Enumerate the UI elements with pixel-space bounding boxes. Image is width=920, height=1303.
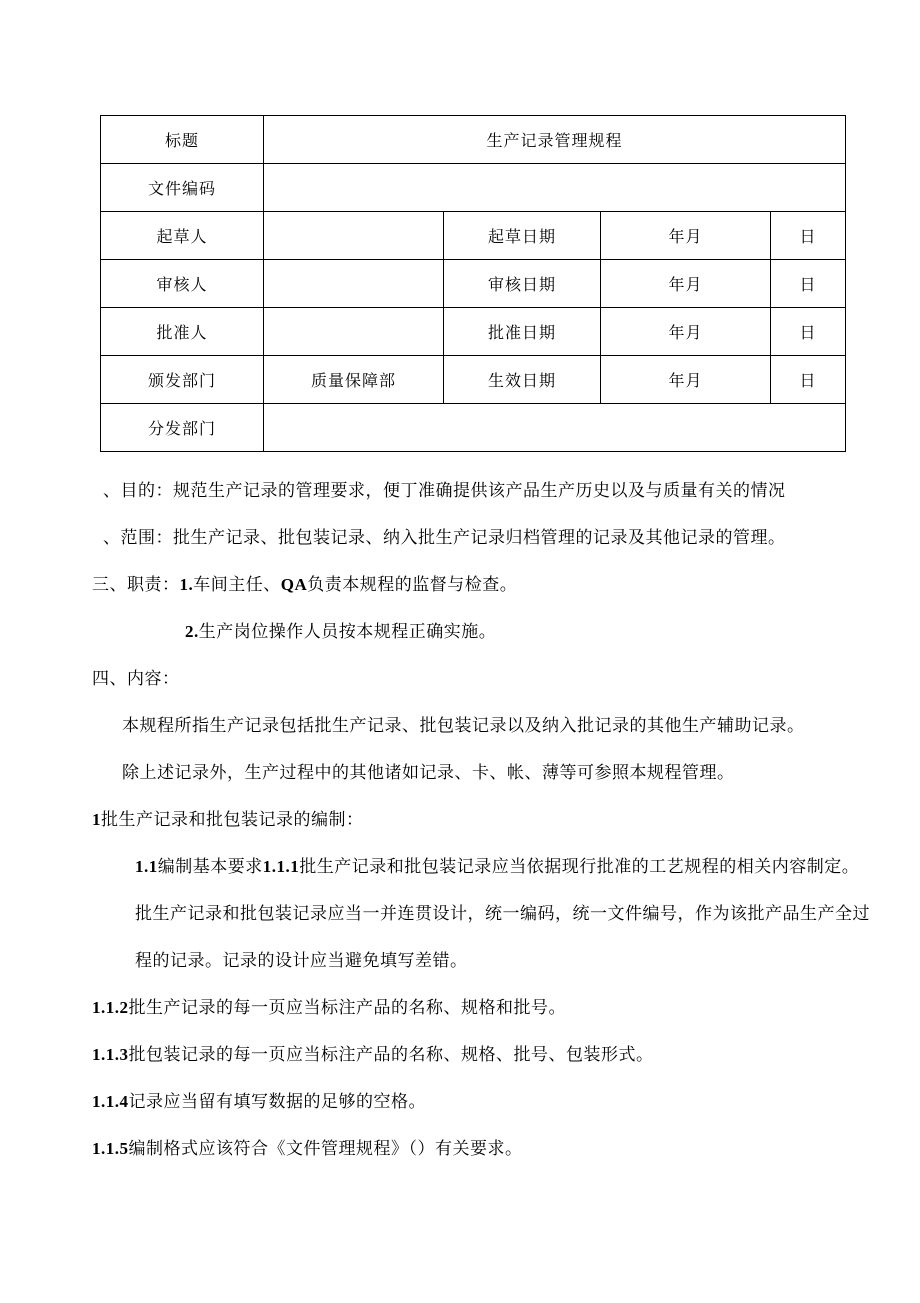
approver-label-cell: 批准人 [101, 308, 264, 356]
paragraph-responsibility [92, 561, 880, 608]
paragraph-content-intro-1 [92, 702, 880, 749]
paragraph-section-1-1-1-cont-1 [92, 890, 880, 937]
section-1-1-2-text: 批生产记录的每一页应当标注产品的名称、规格和批号。 [128, 998, 566, 1017]
paragraph-section-1-1-2 [92, 984, 880, 1031]
responsibility-text-3: 生产岗位操作人员按本规程正确实施。 [198, 622, 497, 641]
paragraph-section-1 [92, 796, 880, 843]
responsibility-text-1: 车间主任、 [193, 575, 281, 594]
paragraph-content-intro-2 [92, 749, 880, 796]
paragraph-section-1-1-4 [92, 1078, 880, 1125]
responsibility-item-number: 1. [179, 575, 194, 594]
section-1-1-3-number: 1.1.3 [92, 1045, 129, 1064]
doc-code-value-cell [264, 164, 846, 212]
table-row-drafter [101, 212, 846, 260]
effective-date-year-month-cell: 年月 [601, 356, 771, 404]
draft-date-day-cell: 日 [771, 212, 846, 260]
review-date-year-month-cell: 年月 [601, 260, 771, 308]
doc-code-label-cell: 文件编码 [101, 164, 264, 212]
document-body [92, 467, 880, 1172]
distribution-department-value-cell [264, 404, 846, 452]
section-1-1-2-number: 1.1.2 [92, 998, 129, 1017]
drafter-label-cell: 起草人 [101, 212, 264, 260]
paragraph-content-heading [92, 655, 880, 702]
distribution-department-label-cell: 分发部门 [101, 404, 264, 452]
section-1-1-3-text: 批包装记录的每一页应当标注产品的名称、规格、批号、包装形式。 [128, 1045, 654, 1064]
section-1-1-1-text: 批生产记录和批包装记录应当依据现行批准的工艺规程的相关内容制定。 [299, 857, 860, 876]
section-1-1-text: 编制基本要求 [157, 857, 263, 876]
draft-date-year-month-cell: 年月 [601, 212, 771, 260]
responsibility-heading: 三、职责： [92, 575, 180, 594]
table-row-title [101, 116, 846, 164]
paragraph-section-1-1-5 [92, 1125, 880, 1172]
issuing-department-label-cell: 颁发部门 [101, 356, 264, 404]
content-heading-text: 四、内容： [92, 669, 180, 688]
responsibility-qa: QA [280, 575, 308, 594]
paragraph-scope [92, 514, 880, 561]
section-1-1-1-number: 1.1.1 [262, 857, 300, 876]
drafter-value-cell [264, 212, 444, 260]
section-1-number: 1 [92, 810, 101, 829]
content-intro-2-text: 除上述记录外，生产过程中的其他诸如记录、卡、帐、薄等可参照本规程管理。 [122, 763, 735, 782]
draft-date-label-cell: 起草日期 [444, 212, 601, 260]
paragraph-section-1-1 [92, 843, 880, 890]
title-label-cell: 标题 [101, 116, 264, 164]
responsibility-text-2: 负责本规程的监督与检查。 [307, 575, 518, 594]
section-1-1-1-cont-1-text: 批生产记录和批包装记录应当一并连贯设计，统一编码，统一文件编号，作为该批产品生产全过 [135, 904, 870, 923]
approval-date-label-cell: 批准日期 [444, 308, 601, 356]
effective-date-label-cell: 生效日期 [444, 356, 601, 404]
table-row-distribution-department [101, 404, 846, 452]
content-intro-1-text: 本规程所指生产记录包括批生产记录、批包装记录以及纳入批记录的其他生产辅助记录。 [122, 716, 805, 735]
section-1-1-1-cont-2-text: 程的记录。记录的设计应当避免填写差错。 [135, 951, 468, 970]
paragraph-purpose [92, 467, 880, 514]
table-row-issuing-department [101, 356, 846, 404]
title-value-cell: 生产记录管理规程 [264, 116, 846, 164]
approval-date-day-cell: 日 [771, 308, 846, 356]
paragraph-section-1-1-1-cont-2 [92, 937, 880, 984]
paragraph-section-1-1-3 [92, 1031, 880, 1078]
reviewer-label-cell: 审核人 [101, 260, 264, 308]
section-1-text: 批生产记录和批包装记录的编制： [101, 810, 364, 829]
review-date-day-cell: 日 [771, 260, 846, 308]
section-1-1-4-text: 记录应当留有填写数据的足够的空格。 [128, 1092, 426, 1111]
table-row-approver [101, 308, 846, 356]
review-date-label-cell: 审核日期 [444, 260, 601, 308]
paragraph-responsibility-2 [92, 608, 880, 655]
section-1-1-5-number: 1.1.5 [92, 1139, 129, 1158]
section-1-1-number: 1.1 [135, 857, 158, 876]
approval-date-year-month-cell: 年月 [601, 308, 771, 356]
purpose-text: 、目的：规范生产记录的管理要求，便丁准确提供该产品生产历史以及与质量有关的情况 [103, 481, 786, 500]
document-header-table [100, 115, 846, 452]
section-1-1-4-number: 1.1.4 [92, 1092, 129, 1111]
section-1-1-5-text: 编制格式应该符合《文件管理规程》（）有关要求。 [128, 1139, 523, 1158]
table-row-doc-code [101, 164, 846, 212]
issuing-department-value-cell: 质量保障部 [264, 356, 444, 404]
reviewer-value-cell [264, 260, 444, 308]
effective-date-day-cell: 日 [771, 356, 846, 404]
table-row-reviewer [101, 260, 846, 308]
scope-text: 、范围：批生产记录、批包装记录、纳入批生产记录归档管理的记录及其他记录的管理。 [103, 528, 786, 547]
responsibility-item-number-2: 2. [185, 622, 199, 641]
approver-value-cell [264, 308, 444, 356]
